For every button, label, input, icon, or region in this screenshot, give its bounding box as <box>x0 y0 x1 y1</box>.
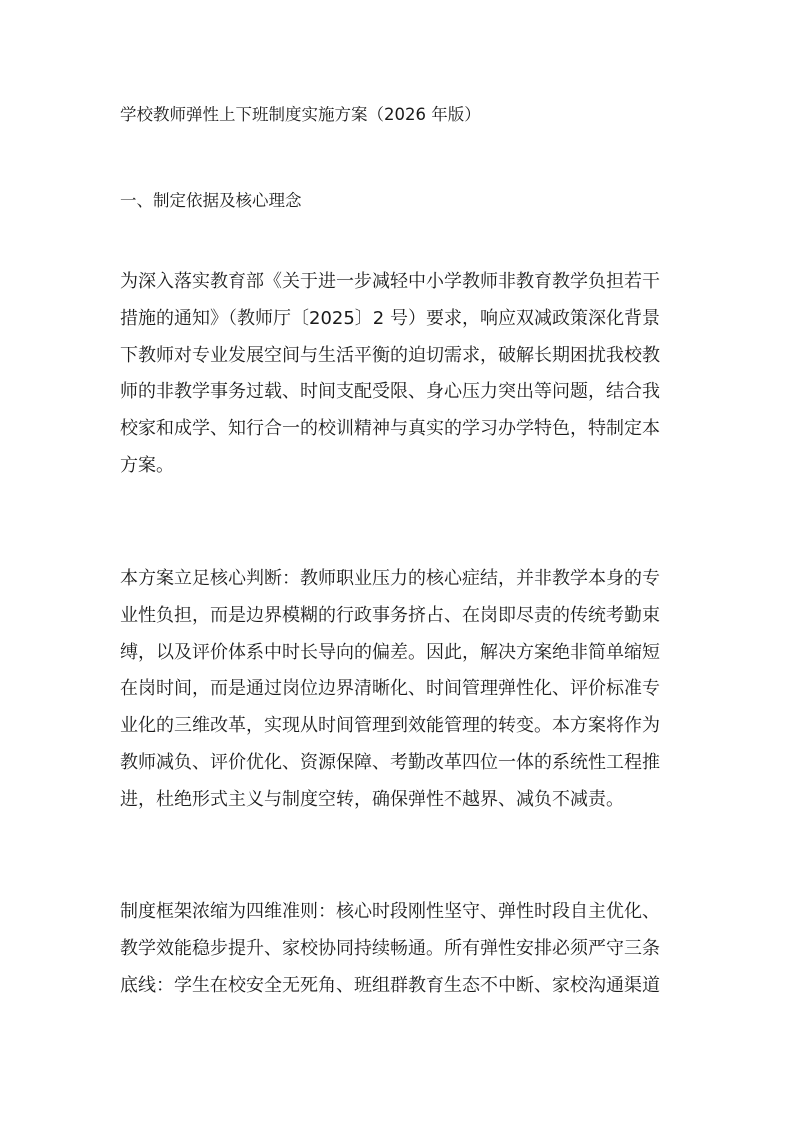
paragraph-line: 教师减负、评价优化、资源保障、考勤改革四位一体的系统性工程推 <box>120 751 660 773</box>
paragraph-line: 下教师对专业发展空间与生活平衡的迫切需求，破解长期困扰我校教 <box>120 344 660 366</box>
paragraph-core-judgment <box>120 561 660 819</box>
paragraph-line: 底线：学生在校安全无死角、班组群教育生态不中断、家校沟通渠道 <box>120 974 660 996</box>
paragraph-line: 师的非教学事务过载、时间支配受限、身心压力突出等问题，结合我 <box>120 381 660 403</box>
document-title: 学校教师弹性上下班制度实施方案（2026 年版） <box>120 105 481 124</box>
section-heading: 一、制定依据及核心理念 <box>120 191 302 210</box>
paragraph-line: 缚，以及评价体系中时长导向的偏差。因此，解决方案绝非简单缩短 <box>120 641 660 663</box>
paragraph-framework <box>120 894 660 1004</box>
paragraph-line: 制度框架浓缩为四维准则：核心时段刚性坚守、弹性时段自主优化、 <box>120 901 660 922</box>
paragraph-line: 校家和成学、知行合一的校训精神与真实的学习办学特色，特制定本 <box>120 418 660 440</box>
paragraph-line: 业化的三维改革，实现从时间管理到效能管理的转变。本方案将作为 <box>120 715 660 737</box>
paragraph-line: 业性负担，而是边界模糊的行政事务挤占、在岗即尽责的传统考勤束 <box>120 604 660 626</box>
paragraph-line: 进，杜绝形式主义与制度空转，确保弹性不越界、减负不减责。 <box>120 788 624 810</box>
paragraph-line: 教学效能稳步提升、家校协同持续畅通。所有弹性安排必须严守三条 <box>120 937 660 959</box>
paragraph-basis <box>120 264 660 485</box>
paragraph-line: 措施的通知》（教师厅〔2025〕2 号）要求，响应双减政策深化背景 <box>120 307 660 329</box>
paragraph-line: 在岗时间，而是通过岗位边界清晰化、时间管理弹性化、评价标准专 <box>120 678 660 700</box>
paragraph-line: 为深入落实教育部《关于进一步减轻中小学教师非教育教学负担若干 <box>120 271 660 292</box>
paragraph-line: 方案。 <box>120 454 174 476</box>
paragraph-line: 本方案立足核心判断：教师职业压力的核心症结，并非教学本身的专 <box>120 568 660 589</box>
